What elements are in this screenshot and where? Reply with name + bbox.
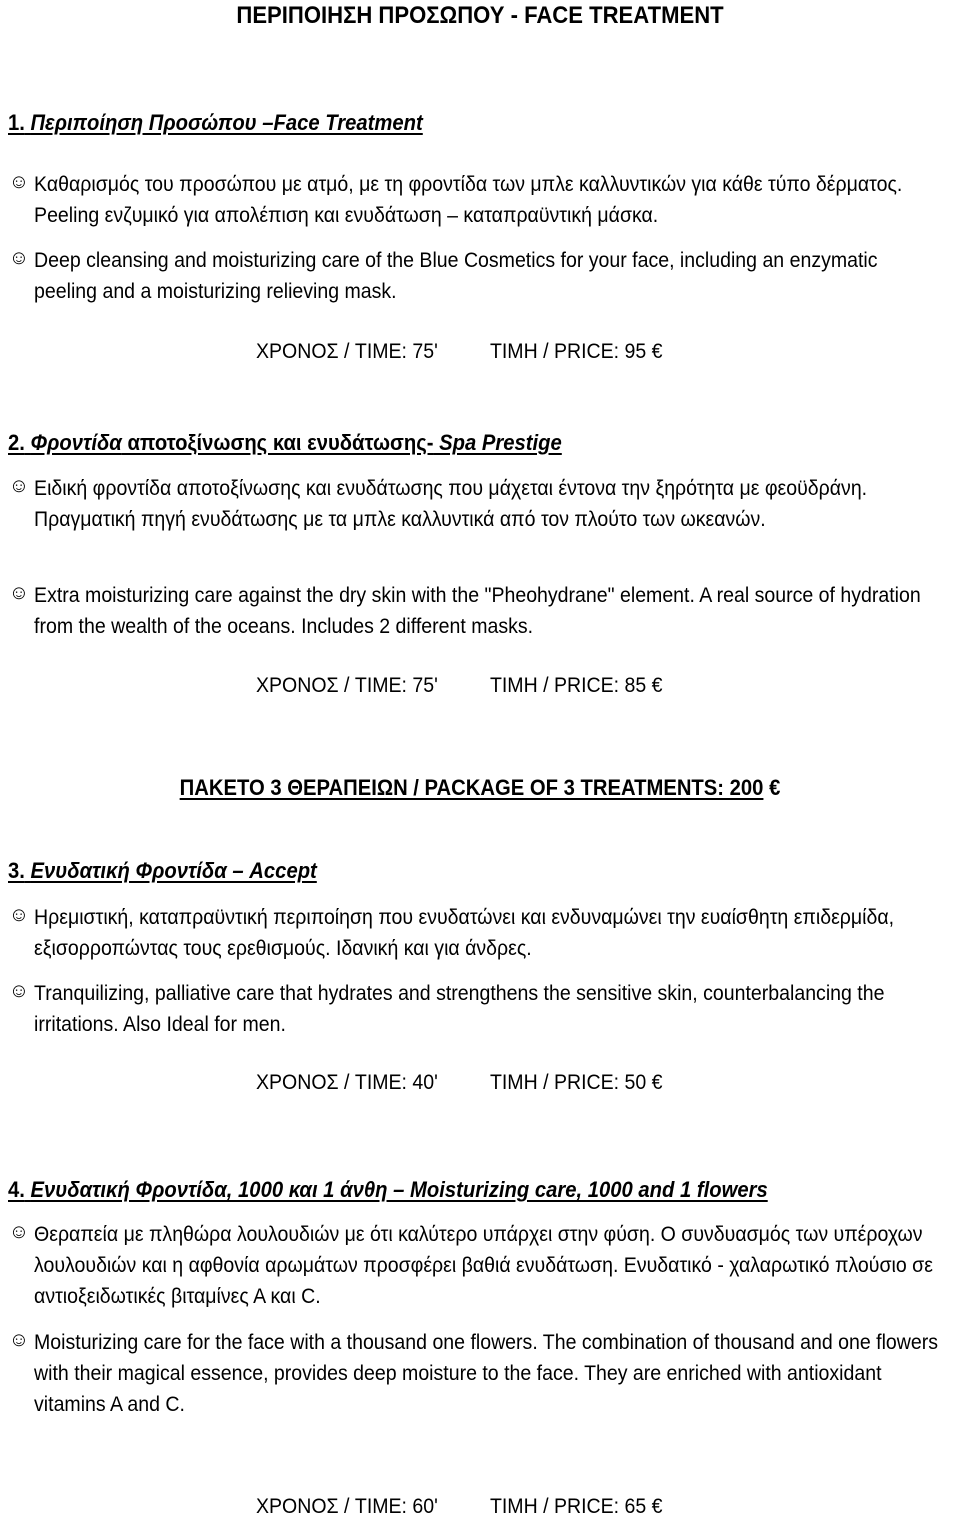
price-label: ΤΙΜΗ / PRICE: 95: [489, 340, 647, 363]
section-1-bullet-english: [8, 245, 958, 307]
section-3-bullet-english: [8, 978, 958, 1040]
package-offer: [38, 773, 921, 803]
section-2-number: 2.: [8, 430, 25, 455]
section-2-title-c: Spa Prestige: [433, 430, 562, 455]
section-1-heading: [8, 108, 423, 138]
bullet-text: Extra moisturizing care against the dry skin with the "Pheohydrane" element. A real source of hydration from the wealth of the oceans. Includes 2 different masks.: [34, 584, 921, 638]
section-2-title-a: Φροντίδα: [30, 430, 122, 455]
smiley-bullet-icon: ☺: [8, 247, 30, 269]
section-2-bullet-greek: [8, 473, 958, 535]
price-label: ΤΙΜΗ / PRICE: 65: [489, 1495, 647, 1518]
section-3-heading: [8, 856, 317, 886]
smiley-bullet-icon: ☺: [8, 171, 30, 193]
time-label: ΧΡΟΝΟΣ / TIME: 75': [256, 340, 438, 363]
section-1-title: Περιποίηση Προσώπου –Face Treatment: [30, 110, 423, 135]
smiley-bullet-icon: ☺: [8, 1221, 30, 1243]
bullet-text: Deep cleansing and moisturizing care of the Blue Cosmetics for your face, including an enzymatic peeling and a moisturizing relieving mask.: [34, 249, 878, 303]
bullet-text: Καθαρισμός του προσώπου με ατμό, με τη φροντίδα των μπλε καλλυντικών για κάθε τύπο δέρματος. Peeling ενζυμικό για απολέπιση και ενυδάτωση – καταπραϋντική μάσκα.: [34, 173, 903, 227]
section-4-title: Ενυδατική Φροντίδα, 1000 και 1 άνθη – Moisturizing care, 1000 and 1 flowers: [30, 1177, 768, 1202]
section-4-bullet-greek: [8, 1219, 958, 1312]
euro-icon: €: [651, 1495, 663, 1518]
section-4-bullet-english: [8, 1327, 958, 1420]
price-label: ΤΙΜΗ / PRICE: 85: [489, 674, 647, 697]
price-label: ΤΙΜΗ / PRICE: 50: [489, 1071, 647, 1094]
smiley-bullet-icon: ☺: [8, 904, 30, 926]
section-2-bullet-english: [8, 580, 958, 642]
smiley-bullet-icon: ☺: [8, 1329, 30, 1351]
section-4-number: 4.: [8, 1177, 25, 1202]
bullet-text: Moisturizing care for the face with a thousand one flowers. The combination of thousand and one flowers with their magical essence, provides deep moisture to the face. They are enriched with antioxidant vitamins A and C.: [34, 1331, 939, 1416]
bullet-text: Ειδική φροντίδα αποτοξίνωσης και ενυδάτωσης που μάχεται έντονα την ξηρότητα με φεοϋδράνη. Πραγματική πηγή ενυδάτωσης με τα μπλε καλλυντικά από τον πλούτο των ωκεανών.: [34, 477, 868, 531]
section-3-bullet-greek: [8, 902, 958, 964]
time-label: ΧΡΟΝΟΣ / TIME: 60': [256, 1495, 438, 1518]
section-1-number: 1.: [8, 110, 25, 135]
euro-icon: €: [651, 340, 663, 363]
time-label: ΧΡΟΝΟΣ / TIME: 40': [256, 1071, 438, 1094]
bullet-text: Tranquilizing, palliative care that hydrates and strengthens the sensitive skin, counterbalancing the irritations. Also Ideal for men.: [34, 982, 885, 1036]
section-2-title-b: αποτοξίνωσης και ενυδάτωσης-: [121, 430, 434, 455]
section-4-heading: [8, 1175, 768, 1205]
smiley-bullet-icon: ☺: [8, 475, 30, 497]
section-3-number: 3.: [8, 858, 25, 883]
euro-icon: €: [769, 775, 781, 800]
section-1-bullet-greek: [8, 169, 958, 231]
package-text: ΠΑΚΕΤΟ 3 ΘΕΡΑΠΕΙΩΝ / PACKAGE OF 3 TREATMENTS: 200: [179, 775, 764, 800]
section-3-title: Ενυδατική Φροντίδα – Accept: [30, 858, 317, 883]
time-label: ΧΡΟΝΟΣ / TIME: 75': [256, 674, 438, 697]
bullet-text: Ηρεμιστική, καταπραϋντική περιποίηση που ενυδατώνει και ενδυναμώνει την ευαίσθητη επιδερμίδα, εξισορροπώντας τους ερεθισμούς. Ιδανική και για άνδρες.: [34, 906, 895, 960]
bullet-text: Θεραπεία με πληθώρα λουλουδιών με ότι καλύτερο υπάρχει στην φύση. Ο συνδυασμός των υπέροχων λουλουδιών και η αφθονία αρωμάτων προσφέρει βαθιά ενυδάτωση. Ενυδατικό - χαλαρωτικό πλούσιο σε αντιοξειδωτικές βιταμίνες Α και C.: [34, 1223, 933, 1308]
euro-icon: €: [651, 674, 663, 697]
smiley-bullet-icon: ☺: [8, 980, 30, 1002]
section-2-heading: [8, 428, 562, 458]
page-title: ΠΕΡΙΠΟΙΗΣΗ ΠΡΟΣΩΠΟΥ - FACE TREATMENT: [236, 2, 724, 29]
euro-icon: €: [651, 1071, 663, 1094]
smiley-bullet-icon: ☺: [8, 582, 30, 604]
